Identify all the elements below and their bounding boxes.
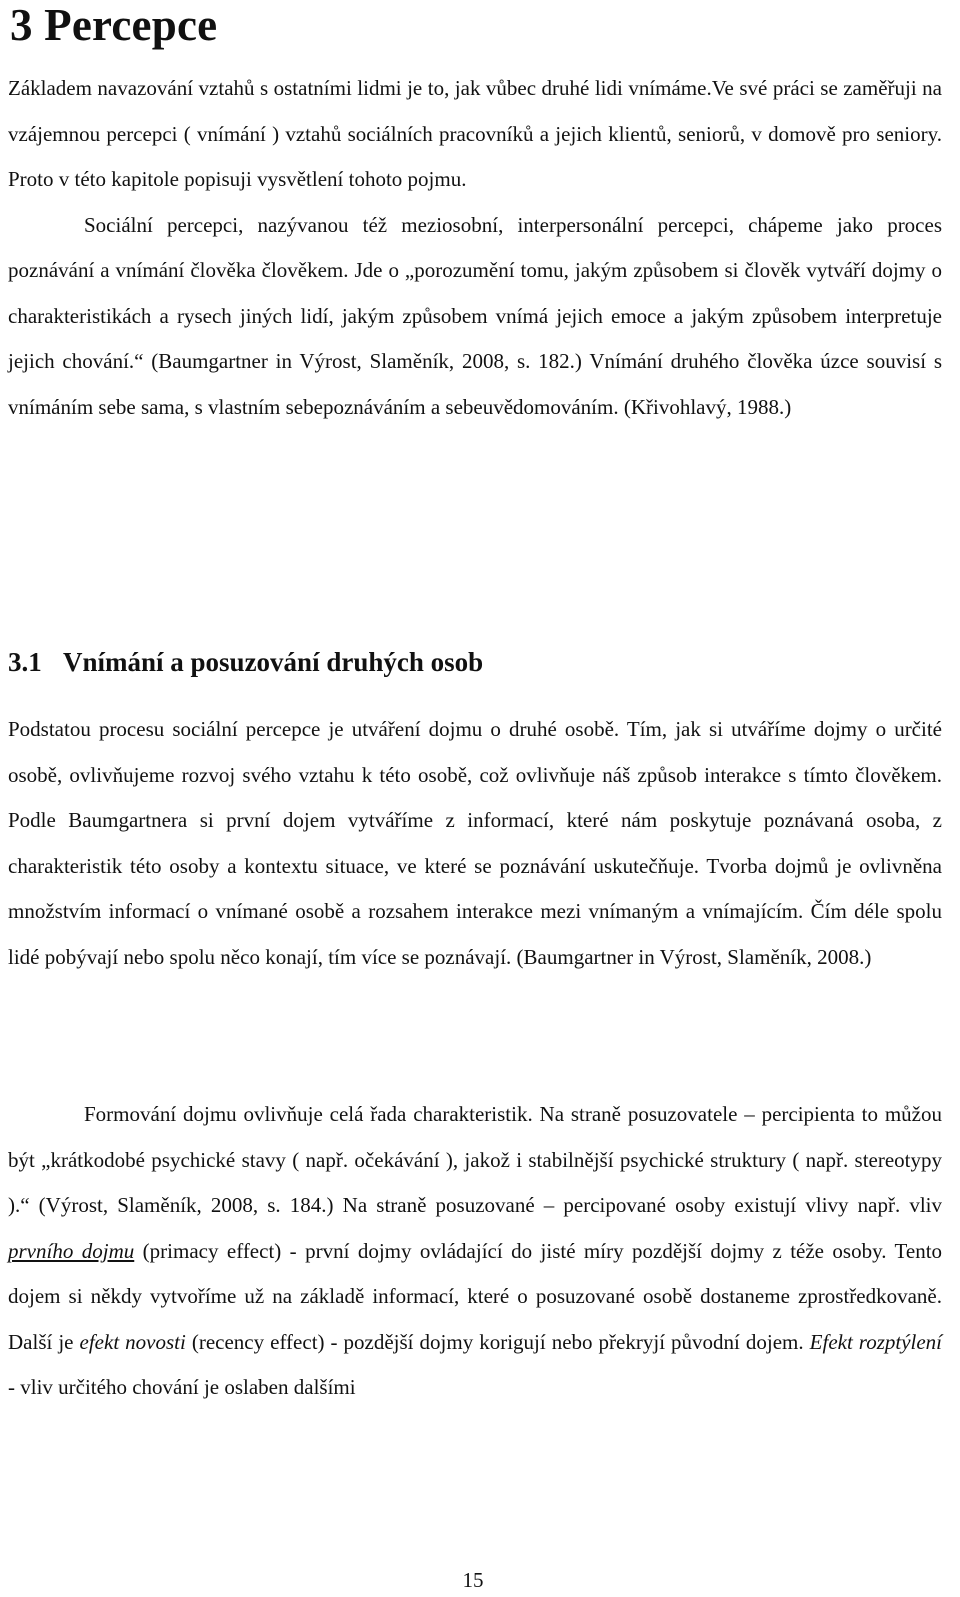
section-paragraph-2-a: Formování dojmu ovlivňuje celá řada charakteristik. Na straně posuzovatele – percipienta to můžou být „krátkodobé psychické stavy ( např. očekávání ), jakož i stabilnější psychické struktury ( např. stereotypy ).“ (Výrost, Slaměník, 2008, s. 184.) Na straně posuzované – percipované osoby existují vlivy např. vliv (8, 1102, 942, 1217)
term-recency-effect: efekt novosti (79, 1329, 186, 1354)
section-heading (8, 640, 483, 684)
chapter-title: 3 Percepce (10, 0, 218, 50)
term-primacy-effect: prvního dojmu (8, 1238, 135, 1263)
section-paragraph-2-c: (recency effect) - pozdější dojmy korigují nebo překryjí původní dojem. (191, 1329, 804, 1354)
term-dilution-effect: Efekt rozptýlení (809, 1329, 943, 1354)
section-title: Vnímání a posuzování druhých osob (63, 647, 484, 677)
intro-paragraph-2 (8, 203, 942, 431)
section-paragraph-2-d: - vliv určitého chování je oslaben dalšími (8, 1375, 356, 1399)
section-number: 3.1 (8, 647, 42, 677)
section-paragraph-1: Podstatou procesu sociální percepce je utváření dojmu o druhé osobě. Tím, jak si utváříme dojmy o určité osobě, ovlivňujeme rozvoj svého vztahu k této osobě, což ovlivňuje náš způsob interakce s tímto člověkem. Podle Baumgartnera si první dojem vytváříme z informací, které nám poskytuje poznávaná osoba, z charakteristik této osoby a kontextu situace, ve které se poznávání uskutečňuje. Tvorba dojmů je ovlivněna množstvím informací o vnímané osobě a rozsahem interakce mezi vnímaným a vnímajícím. Čím déle spolu lidé pobývají nebo spolu něco konají, tím více se poznávají. (Baumgartner in Výrost, Slaměník, 2008.) (8, 717, 942, 969)
intro-paragraph-1: Základem navazování vztahů s ostatními lidmi je to, jak vůbec druhé lidi vnímáme.Ve své práci se zaměřuji na vzájemnou percepci ( vnímání ) vztahů sociálních pracovníků a jejich klientů, seniorů, v domově pro seniory. Proto v této kapitole popisuji vysvětlení tohoto pojmu. (8, 76, 942, 191)
section-paragraph-2 (8, 1092, 942, 1411)
intro-text (8, 66, 942, 430)
page-number: 15 (462, 1568, 484, 1592)
intro-paragraph-2-text: Sociální percepci, nazývanou též meziosobní, interpersonální percepci, chápeme jako proces poznávání a vnímání člověka člověkem. Jde o „porozumění tomu, jakým způsobem si člověk vytváří dojmy o charakteristikách a rysech jiných lidí, jakým způsobem vnímá jejich emoce a jakým způsobem interpretuje jejich chování.“ (Baumgartner in Výrost, Slaměník, 2008, s. 182.) Vnímání druhého člověka úzce souvisí s vnímáním sebe sama, s vlastním sebepoznáváním a sebeuvědomováním. (Křivohlavý, 1988.) (8, 212, 942, 419)
section-paragraph-2-b: (primacy effect) - první dojmy ovládající do jisté míry pozdější dojmy z téže osoby. Tento dojem si někdy vytvoříme už na základě informací, které o posuzované osobě dostaneme zprostředkovaně. Další je (8, 1238, 943, 1354)
